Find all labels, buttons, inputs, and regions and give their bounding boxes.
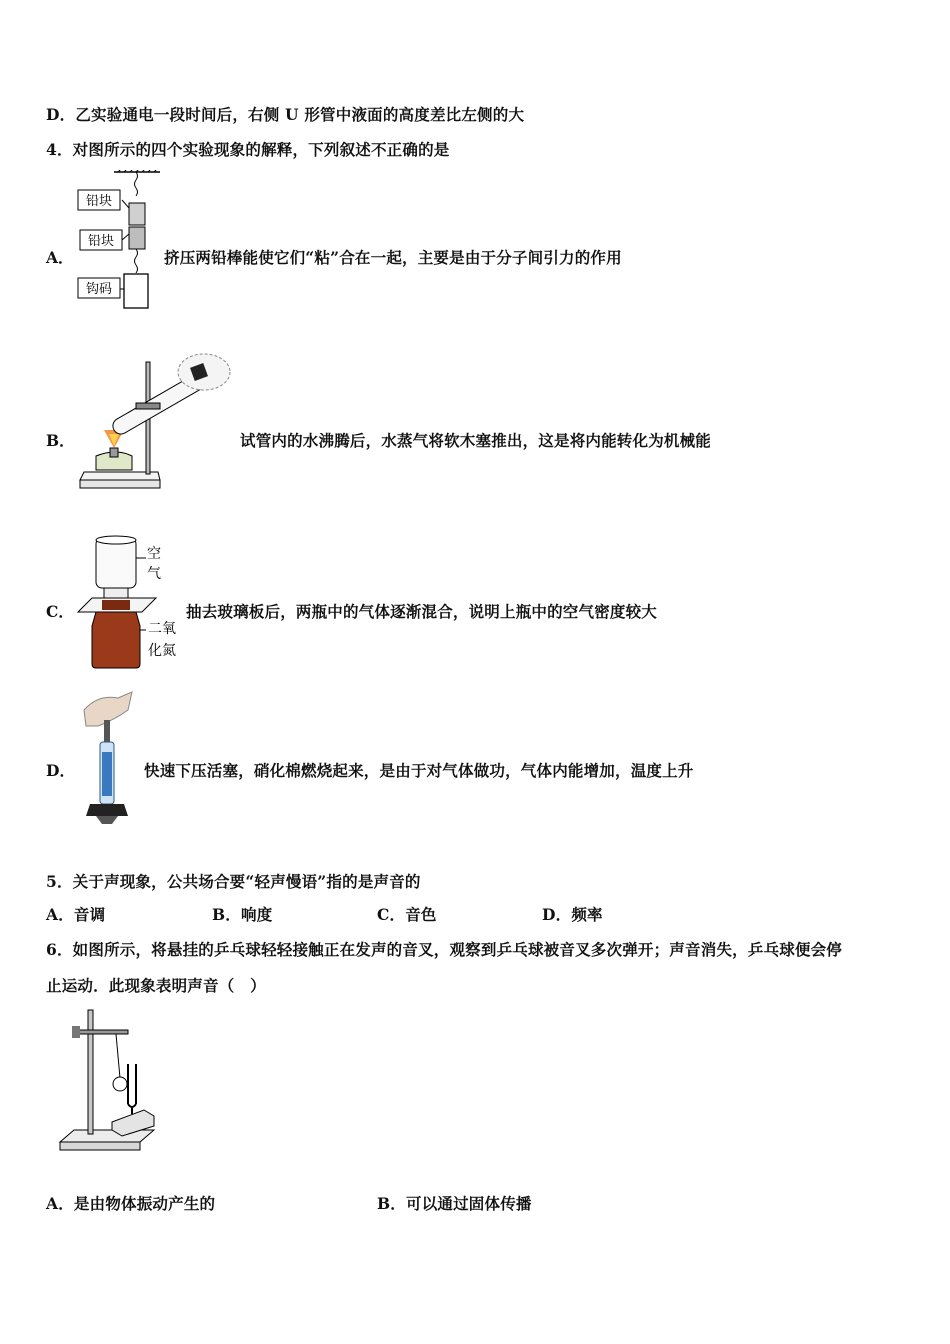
q4-a-letter: A． [46,248,74,267]
q5-option-b: B．响度 [212,905,273,924]
q4-b-letter: B． [46,431,75,450]
air-label: 空 [147,546,161,562]
q5-option-a: A．音调 [46,905,106,924]
q4-c-letter: C． [46,602,74,621]
test-tube-steam-figure [74,348,236,496]
q5-stem: 5．关于声现象，公共场合要“轻声慢语”指的是声音的 [46,872,421,891]
lead-blocks-figure [74,170,164,312]
hook-weight-label: 钩码 [85,282,113,297]
q6-stem-line1: 6．如图所示，将悬挂的乒乓球轻轻接触正在发声的音叉，观察到乒乓球被音叉多次弹开；声音消失，乒乓球便会停 [46,940,842,959]
q4-a-text: 挤压两铅棒能使它们“粘”合在一起，主要是由于分子间引力的作用 [164,248,622,267]
q4-c-text: 抽去玻璃板后，两瓶中的气体逐渐混合，说明上瓶中的空气密度较大 [186,602,658,621]
q4-d-letter: D． [46,761,75,780]
q6-option-a: A．是由物体振动产生的 [46,1194,216,1213]
q5-option-c: C．音色 [377,905,437,924]
q6-stem-line2: 止运动．此现象表明声音（ ） [46,976,266,995]
no2-label: 化氮 [148,643,176,659]
no2-label: 二氧 [148,621,176,637]
piston-compression-figure [74,690,138,830]
q3-option-d: D．乙实验通电一段时间后，右侧 U 形管中液面的高度差比左侧的大 [46,105,525,124]
lead-block-label: 铅块 [85,194,113,209]
q6-option-b: B．可以通过固体传播 [377,1194,532,1213]
tuning-fork-pingpong-figure [58,1004,162,1156]
q4-d-text: 快速下压活塞，硝化棉燃烧起来，是由于对气体做功，气体内能增加，温度上升 [144,761,694,780]
q5-option-d: D．频率 [542,905,603,924]
lead-block-label: 铅块 [87,234,115,249]
gas-diffusion-bottles-figure [74,534,186,672]
air-label: 气 [147,566,161,582]
q4-stem: 4．对图所示的四个实验现象的解释，下列叙述不正确的是 [46,140,450,159]
q4-b-text: 试管内的水沸腾后，水蒸气将软木塞推出，这是将内能转化为机械能 [240,431,712,450]
